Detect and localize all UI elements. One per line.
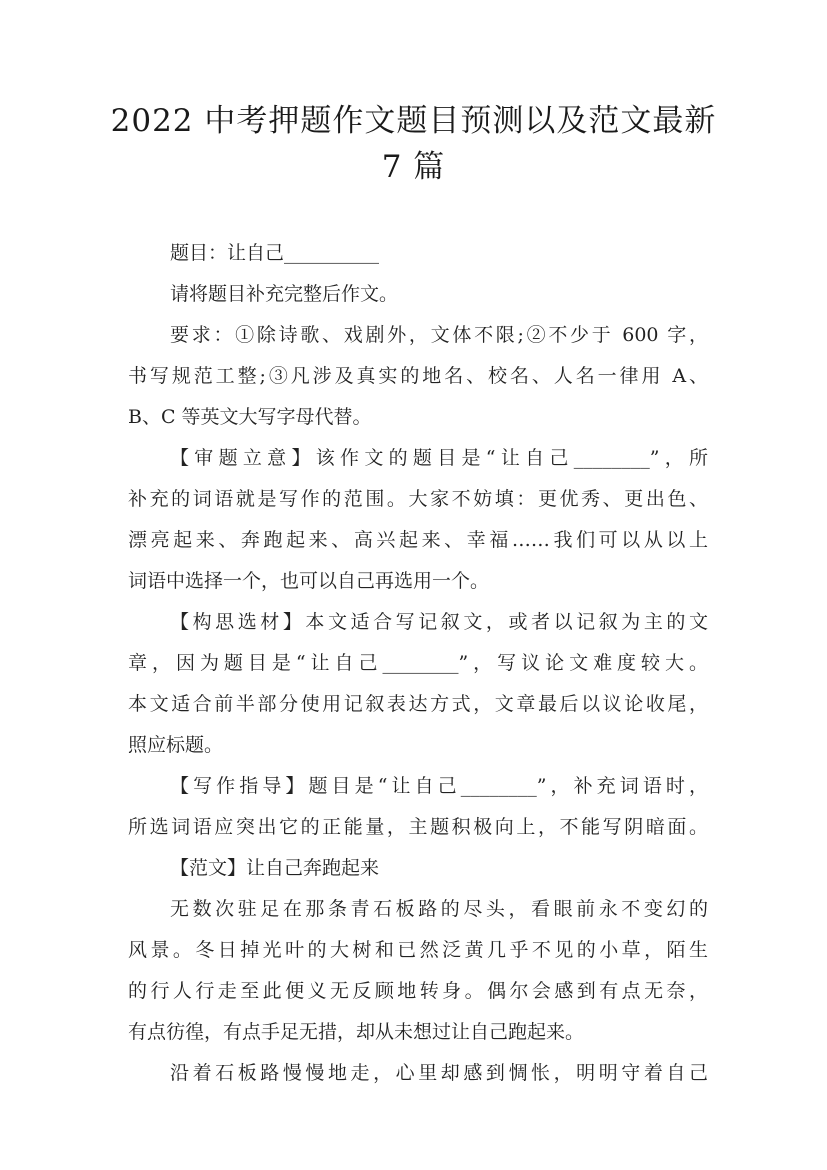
prompt-topic: 题目：让自己__________ bbox=[170, 242, 380, 264]
document-title-line-2: 7 篇 bbox=[381, 149, 446, 185]
prompt-requirements-line: 书写规范工整;③凡涉及真实的地名、校名、人名一律用 A、 bbox=[128, 365, 708, 387]
essay-paragraph-line: 无数次驻足在那条青石板路的尽头，看眼前永不变幻的 bbox=[170, 898, 708, 920]
section-material-line: 【构思选材】本文适合写记叙文，或者以记叙为主的文 bbox=[170, 611, 708, 633]
essay-paragraph-line: 有点彷徨，有点手足无措，却从未想过让自己跑起来。 bbox=[128, 1021, 585, 1043]
section-material-line: 本文适合前半部分使用记叙表达方式，文章最后以议论收尾， bbox=[128, 693, 708, 715]
section-theme-line: 补充的词语就是写作的范围。大家不妨填：更优秀、更出色、 bbox=[128, 488, 708, 510]
prompt-requirements-line: B、C 等英文大写字母代替。 bbox=[128, 406, 372, 428]
essay-paragraph-line: 沿着石板路慢慢地走，心里却感到惆怅，明明守着自己 bbox=[170, 1062, 708, 1084]
essay-paragraph-line: 的行人行走至此便义无反顾地转身。偶尔会感到有点无奈， bbox=[128, 980, 708, 1002]
essay-paragraph-line: 风景。冬日掉光叶的大树和已然泛黄几乎不见的小草，陌生 bbox=[128, 939, 708, 961]
prompt-instruction: 请将题目补充完整后作文。 bbox=[170, 283, 399, 305]
section-theme-line: 【审题立意】该作文的题目是“让自己________”，所 bbox=[170, 447, 708, 469]
section-material-line: 照应标题。 bbox=[128, 734, 224, 756]
sample-essay-title: 【范文】让自己奔跑起来 bbox=[170, 857, 380, 879]
section-guidance-line: 所选词语应突出它的正能量，主题积极向上，不能写阴暗面。 bbox=[128, 816, 708, 838]
section-theme-line: 词语中选择一个，也可以自己再选用一个。 bbox=[128, 570, 490, 592]
prompt-requirements-line: 要求：①除诗歌、戏剧外，文体不限;②不少于 600 字， bbox=[170, 324, 708, 346]
document-title-line-1: 2022 中考押题作文题目预测以及范文最新 bbox=[110, 103, 717, 139]
section-material-line: 章，因为题目是“让自己________”，写议论文难度较大。 bbox=[128, 652, 708, 674]
section-guidance-line: 【写作指导】题目是“让自己________”，补充词语时， bbox=[170, 775, 708, 797]
section-theme-line: 漂亮起来、奔跑起来、高兴起来、幸福……我们可以从以上 bbox=[128, 529, 708, 551]
